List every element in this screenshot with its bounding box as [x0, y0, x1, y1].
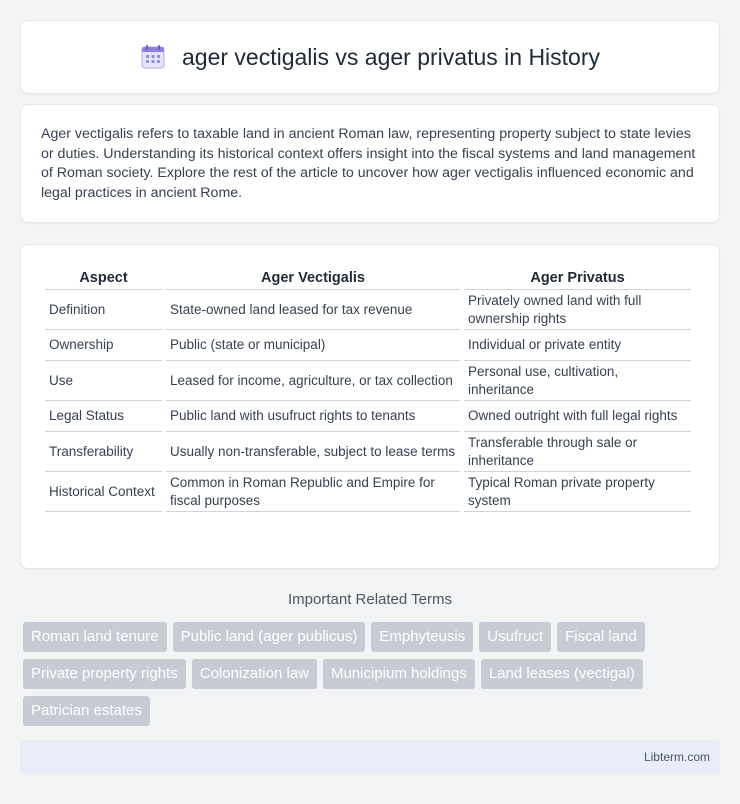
- tag-usufruct[interactable]: Usufruct: [479, 622, 551, 652]
- row-vectigalis: Usually non-transferable, subject to lease terms: [166, 432, 460, 472]
- tag-municipium-holdings[interactable]: Municipium holdings: [323, 659, 475, 689]
- tag-public-land[interactable]: Public land (ager publicus): [173, 622, 366, 652]
- row-vectigalis: Leased for income, agriculture, or tax collection: [166, 361, 460, 401]
- comparison-table-card: [20, 244, 720, 569]
- footer: [20, 740, 720, 774]
- tag-patrician-estates[interactable]: Patrician estates: [23, 696, 150, 726]
- table-row: [45, 361, 691, 401]
- tag-fiscal-land[interactable]: Fiscal land: [557, 622, 645, 652]
- table-header-row: [45, 265, 691, 290]
- tag-emphyteusis[interactable]: Emphyteusis: [371, 622, 473, 652]
- intro-card: [20, 104, 720, 223]
- calendar-icon: [140, 44, 166, 70]
- row-privatus: Transferable through sale or inheritance: [464, 432, 691, 472]
- header-ager-privatus: Ager Privatus: [464, 265, 691, 290]
- tag-land-leases[interactable]: Land leases (vectigal): [481, 659, 643, 689]
- table-row: [45, 401, 691, 432]
- table-row: [45, 472, 691, 512]
- footer-brand-link[interactable]: Libterm.com: [643, 750, 710, 764]
- related-terms-tags: [23, 622, 723, 726]
- row-aspect: Use: [45, 361, 162, 401]
- row-aspect: Historical Context: [45, 472, 162, 512]
- tag-colonization-law[interactable]: Colonization law: [192, 659, 317, 689]
- row-privatus: Typical Roman private property system: [464, 472, 691, 512]
- page-title: ager vectigalis vs ager privatus in History: [182, 43, 600, 70]
- table-row: [45, 290, 691, 330]
- row-privatus: Individual or private entity: [464, 330, 691, 361]
- row-aspect: Legal Status: [45, 401, 162, 432]
- tag-roman-land-tenure[interactable]: Roman land tenure: [23, 622, 167, 652]
- row-aspect: Definition: [45, 290, 162, 330]
- row-privatus: Owned outright with full legal rights: [464, 401, 691, 432]
- row-vectigalis: Common in Roman Republic and Empire for fiscal purposes: [166, 472, 460, 512]
- table-row: [45, 432, 691, 472]
- header-ager-vectigalis: Ager Vectigalis: [166, 265, 460, 290]
- row-privatus: Privately owned land with full ownership rights: [464, 290, 691, 330]
- related-terms-title: Important Related Terms: [288, 591, 452, 608]
- tag-private-property-rights[interactable]: Private property rights: [23, 659, 186, 689]
- intro-text: Ager vectigalis refers to taxable land in ancient Roman law, representing property subject to state levies or duties. Understanding its historical context offers insight into the fiscal systems and land management of Roman society. Explore the rest of the article to uncover how ager vectigalis influenced economic and legal practices in ancient Rome.: [41, 126, 696, 201]
- title-card: [20, 20, 720, 94]
- table-row: [45, 330, 691, 361]
- row-vectigalis: Public (state or municipal): [166, 330, 460, 361]
- comparison-table: [41, 265, 695, 512]
- row-vectigalis: State-owned land leased for tax revenue: [166, 290, 460, 330]
- header-aspect: Aspect: [45, 265, 162, 290]
- row-aspect: Transferability: [45, 432, 162, 472]
- row-aspect: Ownership: [45, 330, 162, 361]
- row-privatus: Personal use, cultivation, inheritance: [464, 361, 691, 401]
- row-vectigalis: Public land with usufruct rights to tenants: [166, 401, 460, 432]
